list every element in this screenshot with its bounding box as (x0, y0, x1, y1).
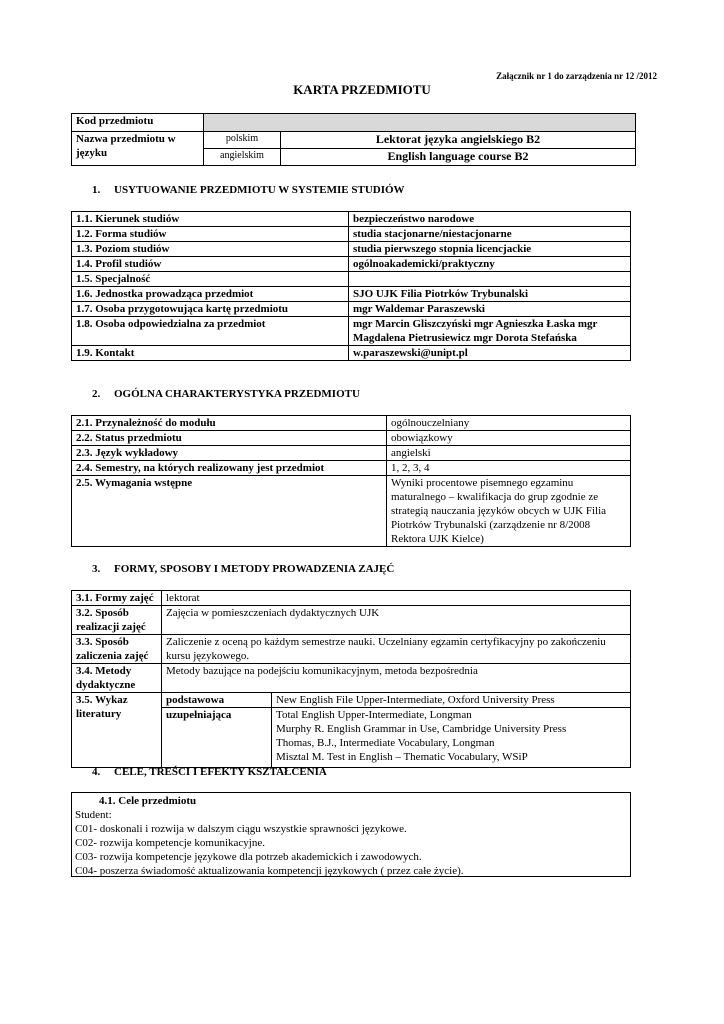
section-1-number: 1. (92, 184, 101, 196)
section3-row-label: 3.3. Sposób zaliczenia zajęć (72, 635, 162, 664)
section-4-heading (92, 766, 327, 778)
section1-row-label: 1.3. Poziom studiów (72, 242, 349, 257)
section-3-number: 3. (92, 563, 101, 575)
goal-item: C02- rozwija kompetencje komunikacyjne. (75, 837, 265, 849)
course-id-table (71, 113, 636, 166)
section2-row-value: 1, 2, 3, 4 (387, 461, 631, 476)
course-name-label: Nazwa przedmiotu w języku (72, 132, 204, 166)
section-2-heading (92, 388, 360, 400)
literature-label-number: 3.5. (76, 694, 93, 706)
polish-label: polskim (204, 132, 281, 149)
section1-row (72, 302, 631, 317)
section3-row-value: Metody bazujące na podejściu komunikacyjnym, metoda bezpośrednia (162, 664, 631, 693)
supplementary-literature-item: Total English Upper-Intermediate, Longman (276, 709, 472, 721)
course-code-label: Kod przedmiotu (72, 114, 204, 132)
section3-row (72, 635, 631, 664)
section1-row-value (349, 272, 631, 287)
section1-row-label: 1.9. Kontakt (72, 346, 349, 361)
section3-row-value: Zaliczenie z oceną po każdym semestrze nauki. Uczelniany egzamin certyfikacyjny po zakończeniu kursu językowego. (162, 635, 631, 664)
polish-course-name: Lektorat języka angielskiego B2 (281, 132, 636, 149)
goals-list (75, 822, 627, 878)
section1-row (72, 317, 631, 346)
section-2-title: OGÓLNA CHARAKTERYSTYKA PRZEDMIOTU (114, 388, 360, 400)
section-3-table (71, 590, 631, 768)
goal-item: C01- doskonali i rozwija w dalszym ciągu wszystkie sprawności językowe. (75, 823, 407, 835)
supplementary-literature-item: Thomas, B.J., Intermediate Vocabulary, Longman (276, 737, 495, 749)
section1-row-label: 1.6. Jednostka prowadząca przedmiot (72, 287, 349, 302)
section3-row (72, 591, 631, 606)
section-2-table (71, 415, 631, 547)
section1-row-value: mgr Waldemar Paraszewski (349, 302, 631, 317)
basic-literature-label: podstawowa (162, 693, 272, 708)
english-course-name: English language course B2 (281, 149, 636, 166)
supplementary-literature-label: uzupełniająca (162, 708, 272, 768)
section2-row-value: ogólnouczelniany (387, 416, 631, 431)
section2-row-label: 2.5. Wymagania wstępne (72, 476, 387, 547)
section-3-heading (92, 563, 394, 575)
section3-row-label: 3.4. Metody dydaktyczne (72, 664, 162, 693)
section2-row (72, 416, 631, 431)
section3-row-label: 3.1. Formy zajęć (72, 591, 162, 606)
section2-row (72, 461, 631, 476)
section1-row (72, 346, 631, 361)
supplementary-literature-item: Misztal M. Test in English – Thematic Vocabulary, WSiP (276, 751, 528, 763)
goals-title: 4.1. Cele przedmiotu (99, 795, 197, 807)
section1-row-value: w.paraszewski@unipt.pl (349, 346, 631, 361)
section2-row-value: obowiązkowy (387, 431, 631, 446)
section3-row-value: Zajęcia w pomieszczeniach dydaktycznych UJK (162, 606, 631, 635)
literature-label-cell (72, 693, 162, 768)
section3-row-value: lektorat (162, 591, 631, 606)
literature-label: Wykaz literatury (76, 694, 128, 720)
section2-row-value: angielski (387, 446, 631, 461)
section1-row (72, 287, 631, 302)
section2-row (72, 446, 631, 461)
section3-row-label: 3.2. Sposób realizacji zajęć (72, 606, 162, 635)
supplementary-literature-item: Murphy R. English Grammar in Use, Cambridge University Press (276, 723, 567, 735)
goal-item: C03- rozwija kompetencje językowe dla potrzeb akademickich i zawodowych. (75, 851, 422, 863)
section1-row-label: 1.1. Kierunek studiów (72, 212, 349, 227)
section1-row (72, 242, 631, 257)
section-3-title: FORMY, SPOSOBY I METODY PROWADZENIA ZAJĘĆ (114, 563, 395, 575)
section2-row (72, 476, 631, 547)
section-4-title: CELE, TREŚCI I EFEKTY KSZTAŁCENIA (114, 766, 327, 778)
section1-row-label: 1.5. Specjalność (72, 272, 349, 287)
section-1-heading (92, 184, 405, 196)
english-label: angielskim (204, 149, 281, 166)
section2-row-label: 2.4. Semestry, na których realizowany jest przedmiot (72, 461, 387, 476)
document-title: KARTA PRZEDMIOTU (293, 82, 431, 97)
section1-row-value: studia pierwszego stopnia licencjackie (349, 242, 631, 257)
course-goals-box (71, 792, 631, 877)
section2-row-label: 2.1. Przynależność do modułu (72, 416, 387, 431)
course-code-value (204, 114, 636, 132)
section1-row-label: 1.7. Osoba przygotowująca kartę przedmiotu (72, 302, 349, 317)
section-1-table (71, 211, 631, 361)
section1-row-label: 1.8. Osoba odpowiedzialna za przedmiot (72, 317, 349, 346)
section-4-number: 4. (92, 766, 101, 778)
goals-intro: Student: (75, 809, 112, 821)
goal-item: C04- poszerza świadomość aktualizowania kompetencji językowych ( przez całe życie). (75, 865, 464, 877)
supplementary-literature (272, 708, 631, 768)
section1-row-value: bezpieczeństwo narodowe (349, 212, 631, 227)
section-1-title: USYTUOWANIE PRZEDMIOTU W SYSTEMIE STUDIÓW (114, 184, 405, 196)
section2-row-label: 2.2. Status przedmiotu (72, 431, 387, 446)
section-2-number: 2. (92, 388, 101, 400)
basic-literature: New English File Upper-Intermediate, Oxford University Press (272, 693, 631, 708)
section2-row-value: Wyniki procentowe pisemnego egzaminu maturalnego – kwalifikacja do grup zgodnie ze strategią nauczania języków obcych w UJK Filia Piotrków Trybunalski (zarządzenie nr 8/2008 Rektora UJK Kielce) (387, 476, 631, 547)
annex-note: Załącznik nr 1 do zarządzenia nr 12 /2012 (496, 71, 657, 81)
section1-row-value: mgr Marcin Gliszczyński mgr Agnieszka Łaska mgr Magdalena Pietrusiewicz mgr Dorota Stefańska (349, 317, 631, 346)
section1-row-label: 1.4. Profil studiów (72, 257, 349, 272)
section1-row-value: ogólnoakademicki/praktyczny (349, 257, 631, 272)
section2-row (72, 431, 631, 446)
section3-row (72, 606, 631, 635)
section2-row-label: 2.3. Język wykładowy (72, 446, 387, 461)
section1-row (72, 227, 631, 242)
section1-row (72, 257, 631, 272)
section1-row-value: studia stacjonarne/niestacjonarne (349, 227, 631, 242)
section1-row (72, 212, 631, 227)
section1-row-value: SJO UJK Filia Piotrków Trybunalski (349, 287, 631, 302)
section1-row (72, 272, 631, 287)
section3-row (72, 664, 631, 693)
section1-row-label: 1.2. Forma studiów (72, 227, 349, 242)
